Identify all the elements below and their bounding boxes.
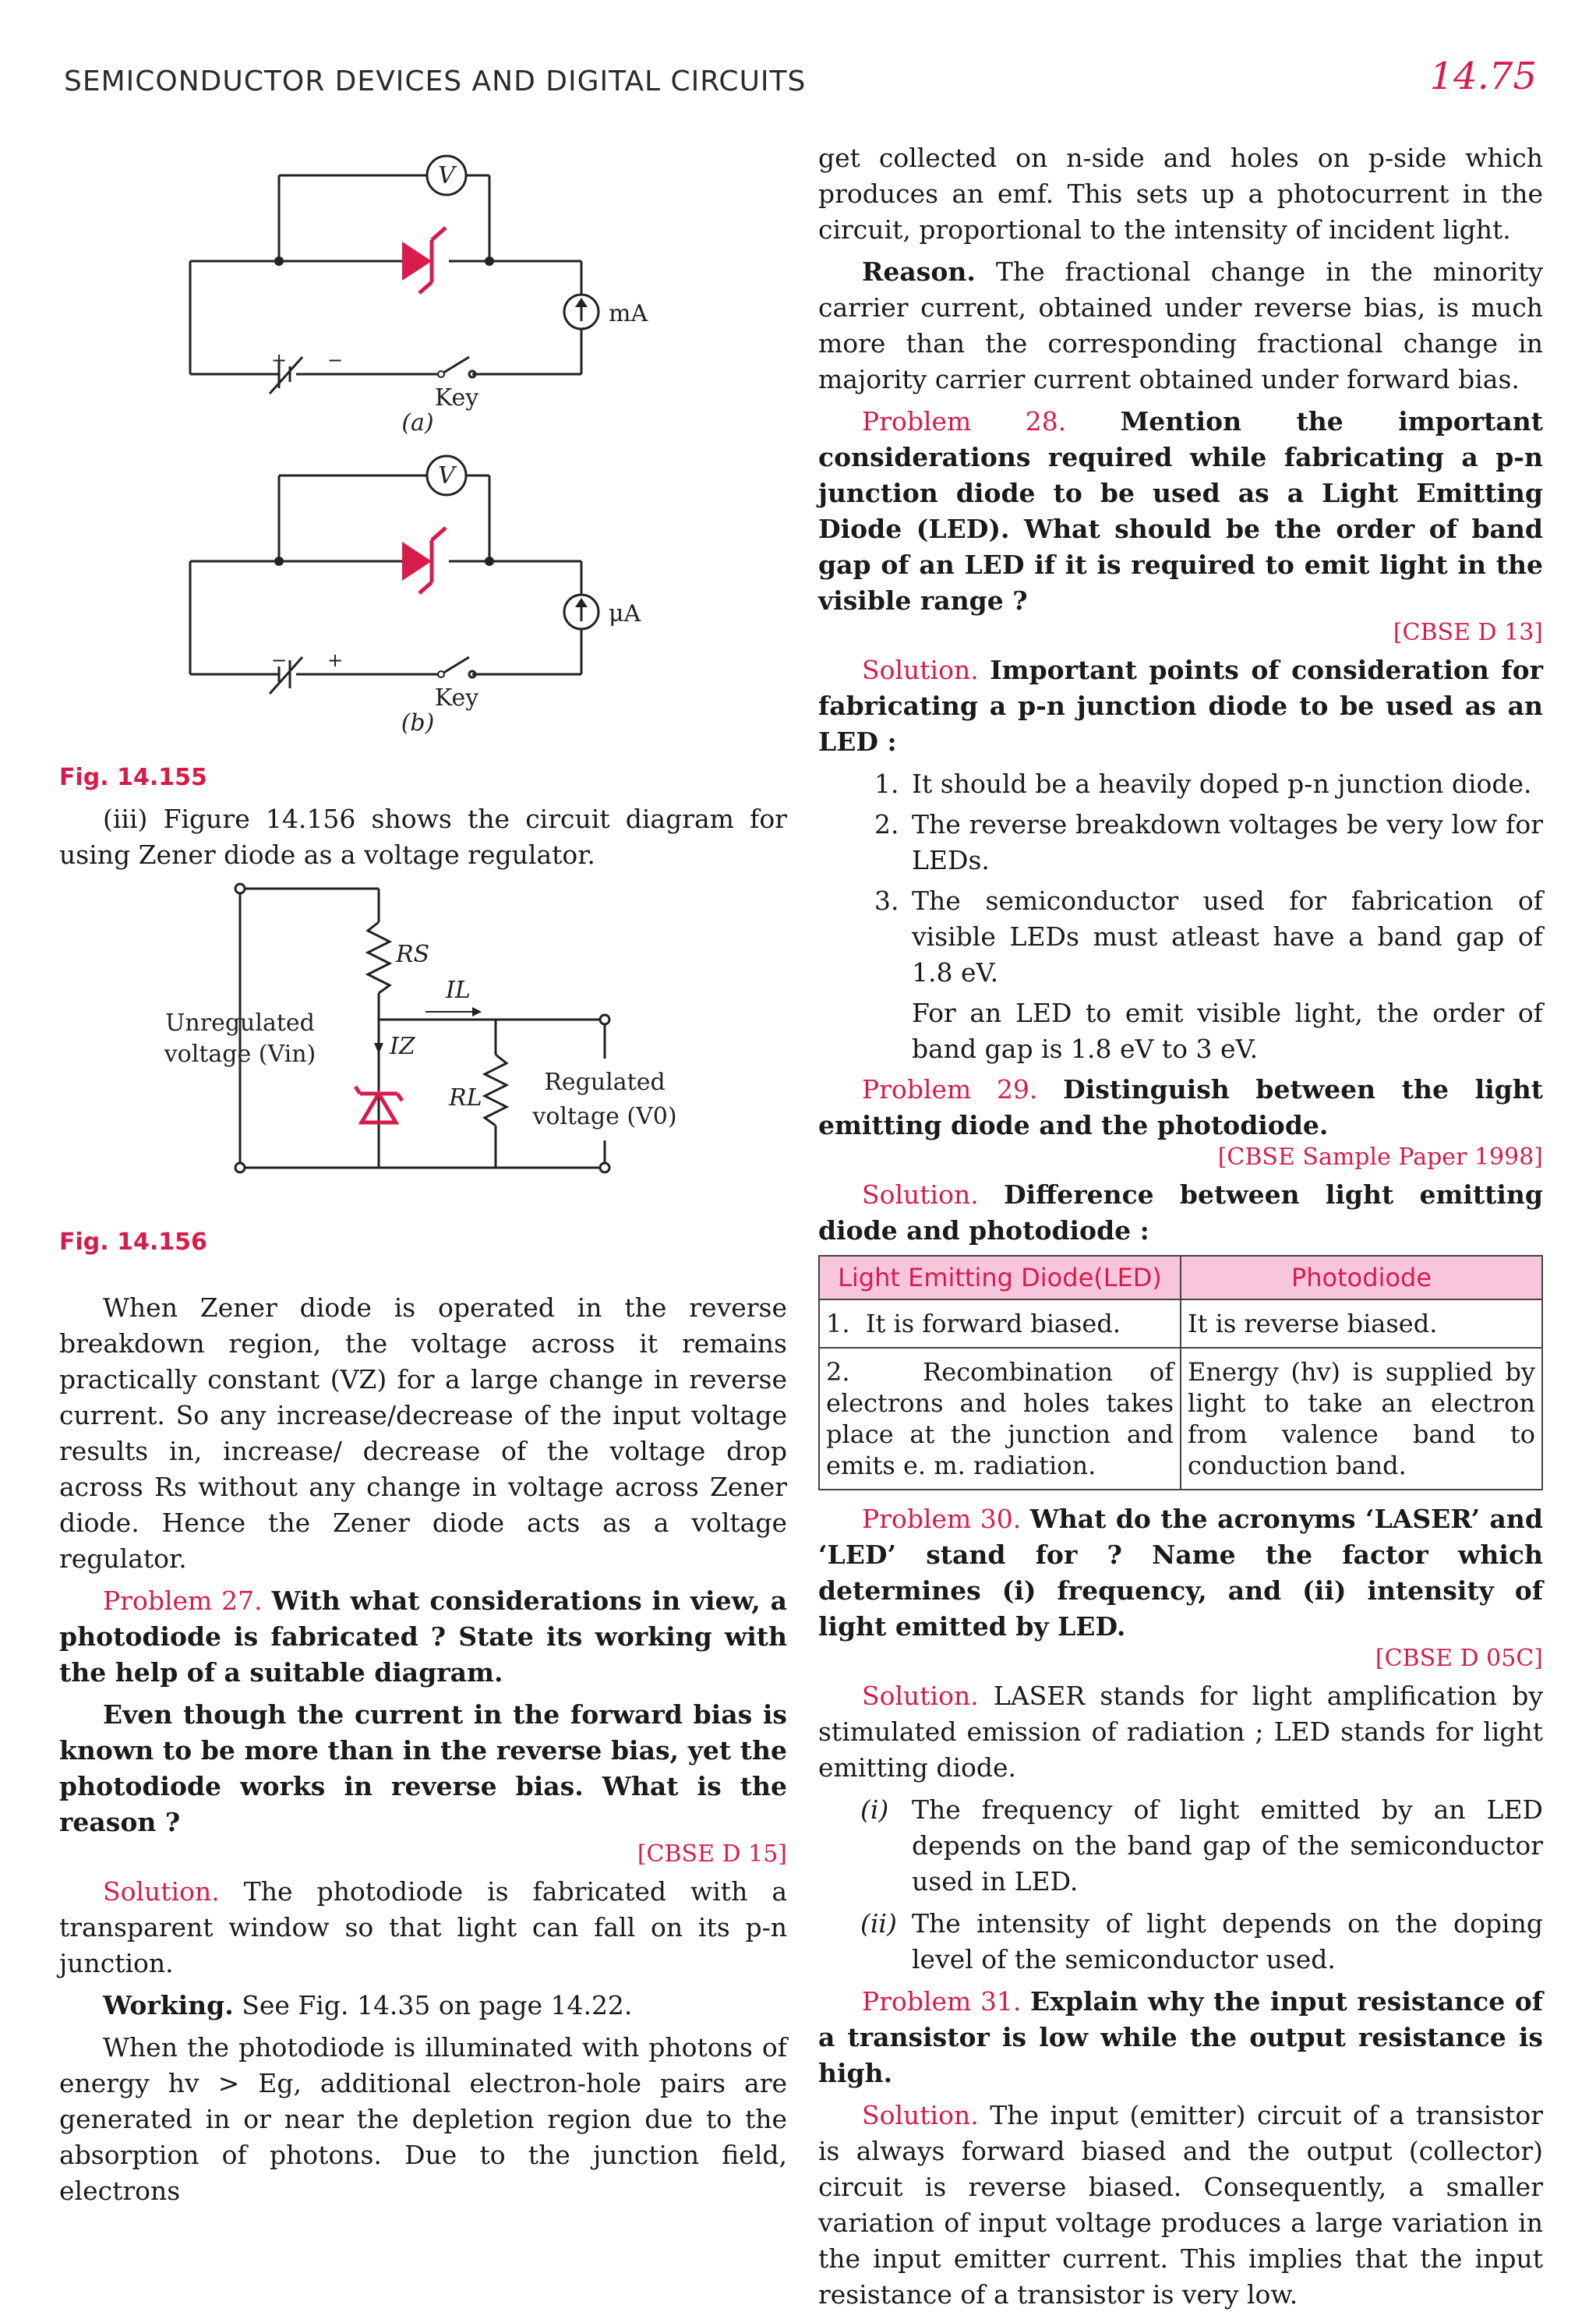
il-label: IL xyxy=(446,977,471,1004)
problem-29-sol-label: Solution. xyxy=(862,1179,979,1210)
table-row: 2. Recombination of electrons and holes takes place at the junction and emits e. m. radiation. Energy (hv) is supplied by light to take an electron from valence band to conduction band. xyxy=(819,1348,1542,1490)
problem-31-sol-text: The input (emitter) circuit of a transistor is always forward biased and the output (collector) circuit is reverse biased. Consequently, a smaller variation of input voltage produces a large variation in the input emitter current. This implies that the input resistance of a transistor is very low. xyxy=(818,2100,1543,2310)
problem-28-points xyxy=(818,766,1543,1067)
zener-explanation: When Zener diode is operated in the reverse breakdown region, the voltage across it remains practically constant (VZ) for a large change in reverse current. So any increase/decrease of the input voltage results in, increase/ decrease of the voltage drop across Rs without any change in voltage across Zener diode. Hence the Zener diode acts as a voltage regulator. xyxy=(59,1292,787,1574)
problem-29-cite: [CBSE Sample Paper 1998] xyxy=(1217,1144,1543,1171)
problem-28-cite: [CBSE D 13] xyxy=(1393,619,1543,646)
problem-29-sol-text: Difference between light emitting diode and photodiode : xyxy=(818,1179,1543,1246)
problem-27-label: Problem 27. xyxy=(103,1585,263,1616)
battery-b-minus: − xyxy=(271,649,288,671)
figure-14-155-label: Fig. 14.155 xyxy=(59,764,207,791)
battery-a-minus: − xyxy=(327,349,344,371)
problem-27-illumination: When the photodiode is illuminated with photons of energy hv > Eg, additional electron-hole pairs are generated in or near the depletion region due to the absorption of photons. Due to the junction field, electrons xyxy=(59,2032,787,2206)
problem-31-q: Explain why the input resistance of a transistor is low while the output resistance is high. xyxy=(818,1986,1543,2088)
problem-27-q2: Even though the current in the forward bias is known to be more than in the reverse bias, yet the photodiode works in reverse bias. What is the reason ? xyxy=(59,1699,787,1837)
problem-28-sol-text: Important points of consideration for fabricating a p-n junction diode to be used as an LED : xyxy=(818,655,1543,757)
list-item: 2. The reverse breakdown voltages be very low for LEDs. xyxy=(874,809,1543,875)
problem-27-cite: [CBSE D 15] xyxy=(637,1840,787,1868)
problem-27-question xyxy=(59,1583,787,1691)
problem-30-items xyxy=(818,1792,1543,1978)
problem-27-sol-label: Solution. xyxy=(103,1876,220,1907)
figure-b-caption: (b) xyxy=(401,709,435,737)
problem-31-label: Problem 31. xyxy=(862,1986,1022,2017)
key-a-label: Key xyxy=(434,384,479,412)
problem-30-sol-text: LASER stands for light amplification by stimulated emission of radiation ; LED stands for light emitting diode. xyxy=(818,1681,1543,1783)
unregulated-label-line1: Unregulated xyxy=(165,1009,315,1037)
problem-28-q: Mention the important considerations required while fabricating a p-n junction diode to be used as a Light Emitting Diode (LED). What should be the order of band gap of an LED if it is required to emit light in the visible range ? xyxy=(818,406,1543,616)
problem-27-working xyxy=(59,1988,787,2024)
reason-text: The fractional change in the minority carrier current, obtained under reverse bias, is much more than the corresponding fractional change in majority carrier current obtained under forward bias. xyxy=(818,256,1544,394)
problem-31-question xyxy=(818,1984,1543,2091)
circuit-a-diagram xyxy=(59,140,787,437)
figure-14-156-label: Fig. 14.156 xyxy=(59,1228,207,1256)
problem-28-solution xyxy=(818,652,1543,760)
table-header-led: Light Emitting Diode(LED) xyxy=(819,1256,1181,1299)
problem-27-reason xyxy=(818,254,1543,398)
list-item: 1. It should be a heavily doped p-n junction diode. xyxy=(874,769,1532,799)
regulated-label-line2: voltage (V0) xyxy=(532,1103,677,1130)
problem-30-q: What do the acronyms ‘LASER’ and ‘LED’ stand for ? Name the factor which determines (i) frequency, and (ii) intensity of light emitted by LED. xyxy=(818,1504,1543,1642)
battery-b-plus: + xyxy=(327,649,344,671)
zener-regulator-diagram xyxy=(59,879,787,1207)
circuit-b-diagram xyxy=(59,440,787,744)
key-b-label: Key xyxy=(434,684,479,712)
problem-31-sol-label: Solution. xyxy=(862,2100,979,2130)
rs-label: RS xyxy=(396,941,430,968)
list-item: (ii) The intensity of light depends on the doping level of the semiconductor used. xyxy=(860,1908,1543,1974)
microammeter-b-label: μA xyxy=(609,600,641,627)
table-header-photodiode: Photodiode xyxy=(1181,1256,1542,1299)
problem-29-question xyxy=(818,1072,1543,1144)
problem-29-q: Distinguish between the light emitting diode and the photodiode. xyxy=(818,1074,1543,1140)
figure-14-155 xyxy=(59,140,787,791)
iz-label: IZ xyxy=(390,1033,415,1060)
left-column xyxy=(59,140,787,2215)
list-item: (i) The frequency of light emitted by an LED depends on the band gap of the semiconductor used in LED. xyxy=(860,1794,1543,1897)
problem-30-cite: [CBSE D 05C] xyxy=(1375,1645,1543,1672)
problem-29-solution xyxy=(818,1177,1543,1249)
voltmeter-a-label: V xyxy=(438,162,455,189)
problem-28-sol-label: Solution. xyxy=(862,655,979,685)
problem-31-solution xyxy=(818,2098,1543,2313)
problem-30-solution xyxy=(818,1678,1543,1786)
unregulated-label-line2: voltage (Vin) xyxy=(164,1041,316,1068)
reason-label: Reason. xyxy=(862,256,976,287)
list-item: For an LED to emit visible light, the order of band gap is 1.8 eV to 3 eV. xyxy=(912,998,1543,1064)
problem-30-label: Problem 30. xyxy=(862,1504,1022,1534)
para-iii: (iii) Figure 14.156 shows the circuit diagram for using Zener diode as a voltage regulator. xyxy=(59,804,787,870)
problem-30-question xyxy=(818,1501,1543,1645)
list-item: 3. The semiconductor used for fabrication of visible LEDs must atleast have a band gap of 1.8 eV. xyxy=(874,886,1543,988)
rl-label: RL xyxy=(449,1084,482,1112)
problem-28-question xyxy=(818,404,1543,619)
page-number: 14.75 xyxy=(1429,55,1537,98)
led-vs-photodiode-table xyxy=(818,1255,1543,1490)
working-text: See Fig. 14.35 on page 14.22. xyxy=(242,1990,633,2020)
figure-14-156 xyxy=(59,879,787,1222)
running-header: SEMICONDUCTOR DEVICES AND DIGITAL CIRCUITS xyxy=(64,65,807,97)
ammeter-a-label: mA xyxy=(609,300,648,327)
problem-27-continuation: get collected on n-side and holes on p-side which produces an emf. This sets up a photocurrent in the circuit, proportional to the intensity of incident light. xyxy=(818,143,1543,245)
regulated-label-line1: Regulated xyxy=(544,1069,666,1096)
figure-a-caption: (a) xyxy=(401,409,434,437)
problem-30-sol-label: Solution. xyxy=(862,1681,979,1711)
voltmeter-b-label: V xyxy=(438,462,455,490)
working-label: Working. xyxy=(103,1990,234,2020)
problem-27-sol-text: The photodiode is fabricated with a transparent window so that light can fall on its p-n junction. xyxy=(59,1876,787,1978)
problem-29-label: Problem 29. xyxy=(862,1074,1038,1105)
right-column xyxy=(818,140,1543,2319)
table-row: 1. It is forward biased. It is reverse biased. xyxy=(819,1299,1542,1348)
problem-27-solution xyxy=(59,1874,787,1981)
problem-27-q1: With what considerations in view, a photodiode is fabricated ? State its working with the help of a suitable diagram. xyxy=(59,1585,787,1688)
battery-a-plus: + xyxy=(271,349,288,371)
problem-28-label: Problem 28. xyxy=(862,406,1067,437)
